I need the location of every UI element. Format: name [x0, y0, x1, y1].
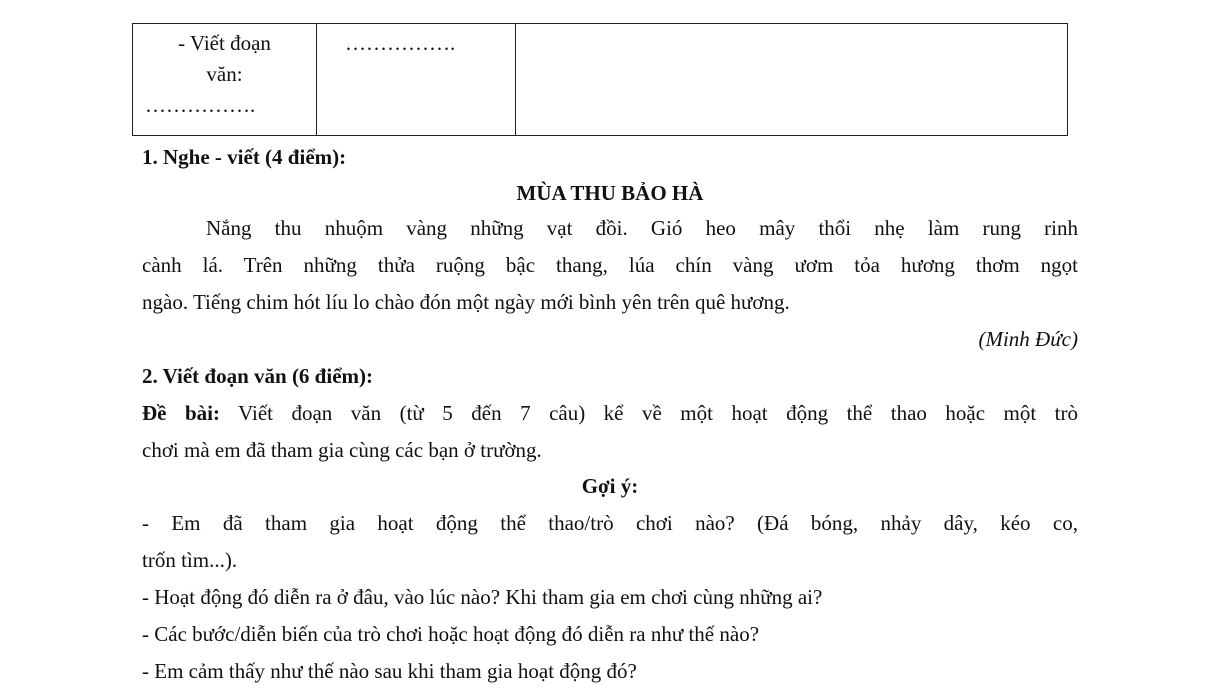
table-cell-empty	[516, 24, 1068, 136]
hint-item: - Em đã tham gia hoạt động thể thao/trò chơi nào? (Đá bóng, nhảy dây, kéo co,	[142, 511, 1078, 535]
cell-label-line1: - Viết đoạn	[178, 31, 271, 55]
cell-label-dots: …………….	[145, 93, 256, 117]
prompt-text: Viết đoạn văn (từ 5 đến 7 câu) kể về một hoạt động thể thao hoặc một trò	[219, 401, 1078, 425]
section2-heading: 2. Viết đoạn văn (6 điểm):	[142, 364, 373, 388]
section1-title: MÙA THU BẢO HÀ	[516, 181, 704, 205]
answer-table	[132, 23, 1068, 136]
prompt-label: Đề bài:	[142, 401, 220, 425]
cell-dots-text: …………….	[345, 31, 456, 55]
hint-item: - Hoạt động đó diễn ra ở đâu, vào lúc nào? Khi tham gia em chơi cùng những ai?	[142, 585, 823, 609]
table-cell-dots	[317, 24, 516, 136]
hint-title: Gợi ý:	[581, 474, 639, 498]
table-cell-label	[133, 24, 317, 136]
cell-label-line2: văn:	[206, 62, 243, 86]
section2-prompt-line2: chơi mà em đã tham gia cùng các bạn ở trường.	[142, 438, 542, 462]
section1-paragraph-line: ngào. Tiếng chim hót líu lo chào đón một ngày mới bình yên trên quê hương.	[142, 290, 790, 314]
hint-item: trốn tìm...).	[142, 548, 238, 572]
section1-paragraph-line: cành lá. Trên những thửa ruộng bậc thang, lúa chín vàng ươm tỏa hương thơm ngọt	[142, 253, 1078, 277]
section1-paragraph-line: Nắng thu nhuộm vàng những vạt đồi. Gió heo mây thổi nhẹ làm rung rinh	[206, 216, 1078, 240]
table-row	[133, 24, 1068, 136]
section1-author: (Minh Đức)	[978, 327, 1078, 351]
hint-item: - Em cảm thấy như thế nào sau khi tham gia hoạt động đó?	[142, 659, 637, 683]
section2-prompt	[142, 401, 1078, 426]
section1-heading: 1. Nghe - viết (4 điểm):	[142, 145, 347, 169]
hint-item: - Các bước/diễn biến của trò chơi hoặc hoạt động đó diễn ra như thế nào?	[142, 622, 760, 646]
